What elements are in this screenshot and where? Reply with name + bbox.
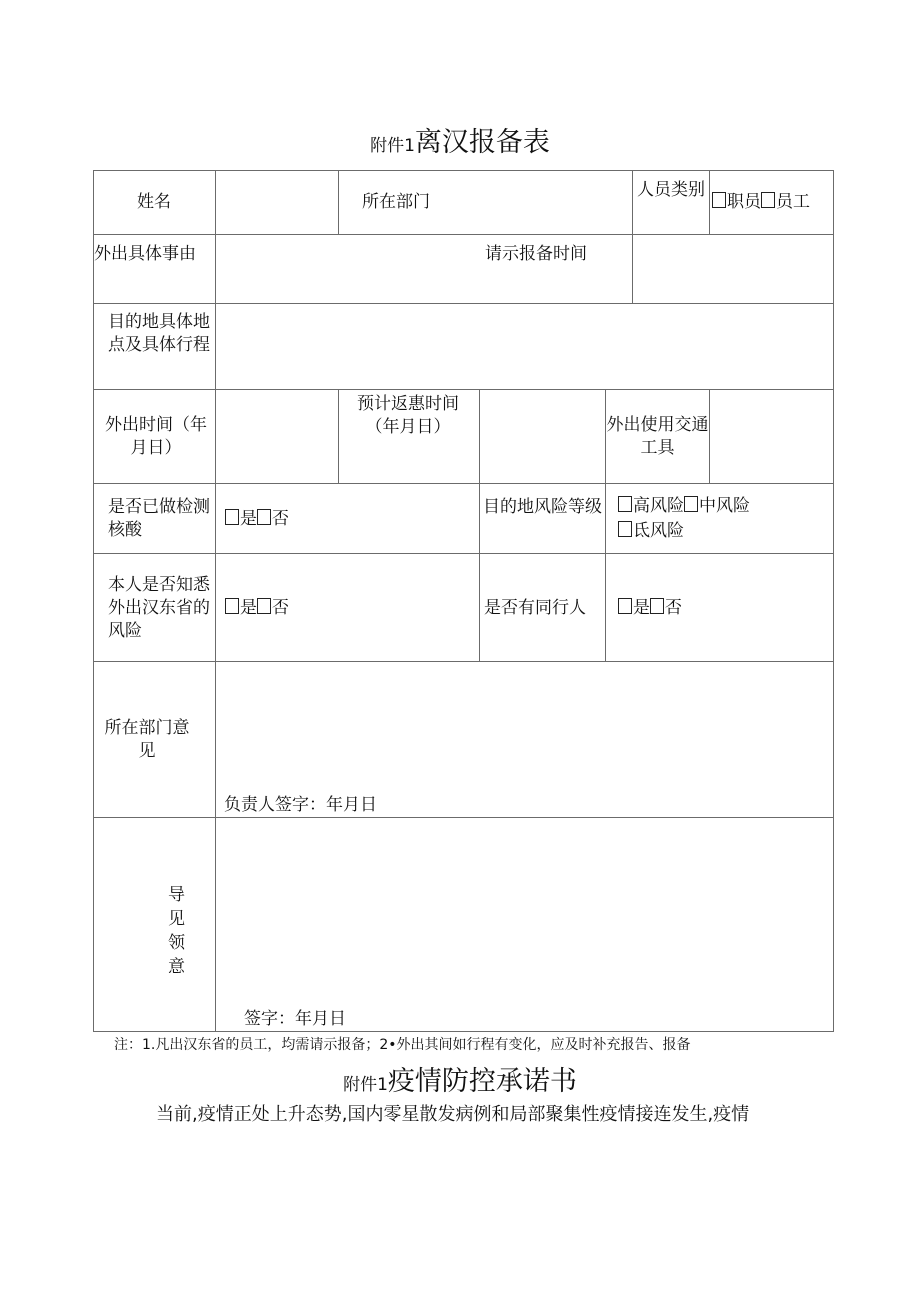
nucleic-no-label: 否 [272, 509, 289, 529]
department-field[interactable] [420, 171, 630, 234]
destination-label: 目的地具体地点及具体行程 [108, 312, 210, 355]
aware-risk-options [225, 597, 289, 620]
name-field[interactable] [216, 171, 338, 234]
risk-level-options [618, 495, 750, 518]
nucleic-test-options [225, 508, 289, 531]
nucleic-no-checkbox[interactable] [257, 509, 271, 525]
return-time-field[interactable] [480, 390, 605, 483]
risk-low-option [618, 520, 684, 543]
companion-options [618, 597, 682, 620]
transport-label: 外出使用交通工具 [606, 415, 709, 458]
companion-no-checkbox[interactable] [650, 598, 664, 614]
department-label: 所在部门 [362, 192, 430, 212]
risk-mid-label: 中风险 [699, 496, 750, 516]
companion-yes-label: 是 [633, 598, 650, 618]
leader-opinion-label: 导见领意 [168, 885, 185, 977]
aware-yes-label: 是 [240, 598, 257, 618]
reason-label: 外出具体事由 [94, 244, 196, 264]
aware-no-checkbox[interactable] [257, 598, 271, 614]
aware-no-label: 否 [272, 598, 289, 618]
risk-high-label: 高风险 [633, 496, 684, 516]
nucleic-yes-checkbox[interactable] [225, 509, 239, 525]
leader-signature-line: 签字：年月日 [244, 1009, 346, 1029]
employee-checkbox[interactable] [761, 192, 775, 208]
transport-field[interactable] [710, 390, 833, 483]
companion-label: 是否有同行人 [484, 598, 586, 618]
companion-yes-checkbox[interactable] [618, 598, 632, 614]
dept-opinion-field[interactable] [216, 662, 833, 788]
risk-level-label: 目的地风险等级 [483, 497, 602, 517]
footnote: 注：1.凡出汉东省的员工，均需请示报备；2•外出其间如行程有变化，应及时补充报告、报备 [114, 1037, 691, 1053]
risk-low-label: 氐风险 [633, 521, 684, 541]
risk-high-checkbox[interactable] [618, 496, 632, 512]
staff-option: 职员 [727, 192, 761, 212]
person-type-label: 人员类别 [637, 180, 705, 200]
report-time-field[interactable] [633, 235, 833, 303]
destination-field[interactable] [216, 304, 833, 389]
nucleic-test-label: 是否已做检测核酸 [108, 497, 210, 540]
staff-checkbox[interactable] [712, 192, 726, 208]
aware-risk-label: 本人是否知悉外出汉东省的风险 [108, 575, 210, 641]
risk-mid-checkbox[interactable] [684, 496, 698, 512]
return-time-label: 预计返惠时间（年月日） [357, 394, 459, 437]
person-type-options [712, 191, 810, 214]
name-label: 姓名 [137, 192, 171, 212]
pledge-title [0, 1059, 920, 1098]
risk-low-checkbox[interactable] [618, 521, 632, 537]
pledge-title-text: 疫情防控承诺书 [387, 1066, 577, 1097]
aware-yes-checkbox[interactable] [225, 598, 239, 614]
nucleic-yes-label: 是 [240, 509, 257, 529]
pledge-paragraph: 当前,疫情正处上升态势,国内零星散发病例和局部聚集性疫情接连发生,疫情 [156, 1104, 750, 1125]
reason-field[interactable] [216, 235, 476, 303]
report-time-label: 请示报备时间 [485, 244, 587, 264]
employee-option: 员工 [776, 192, 810, 212]
dept-opinion-label: 所在部门意见 [104, 718, 190, 761]
departure-time-field[interactable] [216, 390, 338, 483]
departure-time-label: 外出时间（年月日） [105, 415, 207, 458]
leader-opinion-field[interactable] [216, 818, 833, 1002]
form-title-text: 离汉报备表 [414, 127, 550, 158]
pledge-title-prefix: 附件1 [343, 1075, 388, 1095]
companion-no-label: 否 [665, 598, 682, 618]
form-title [0, 120, 920, 159]
dept-signature-line: 负责人签字：年月日 [224, 795, 377, 815]
form-title-prefix: 附件1 [370, 136, 415, 156]
